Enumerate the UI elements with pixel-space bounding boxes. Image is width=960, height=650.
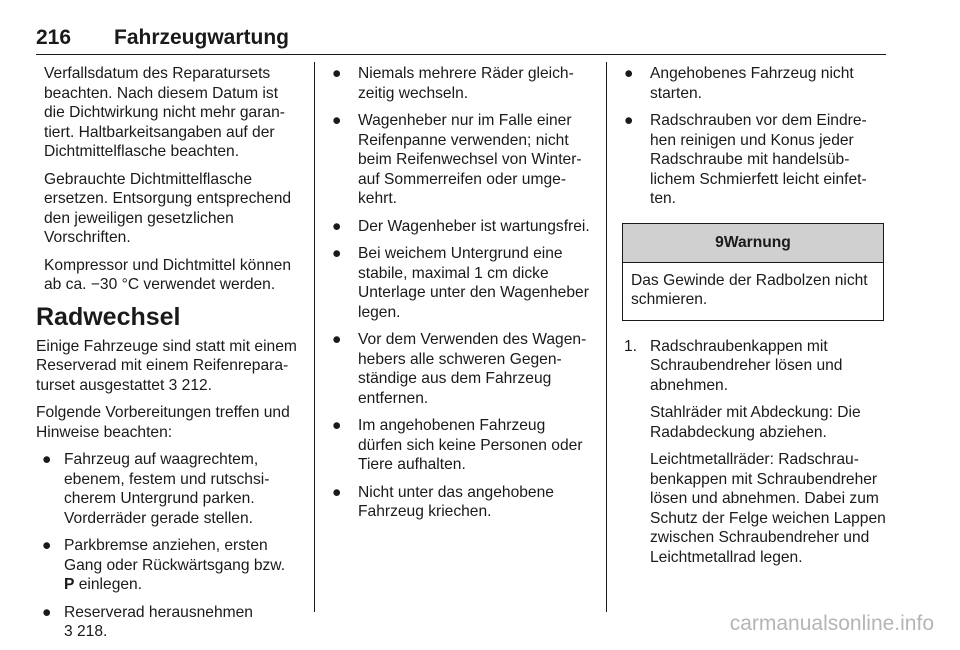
page-number: 216	[36, 26, 72, 49]
paragraph: Verfallsdatum des Reparatursets beachten. Nach diesem Datum ist die Dichtwirkung nicht mehr garantiert. Haltbarkeitsangaben auf der Dichtmittelflasche beachten.	[44, 65, 285, 160]
column-divider	[606, 62, 607, 612]
column-left	[36, 64, 298, 650]
list-item	[330, 330, 592, 408]
warning-box	[622, 223, 884, 321]
bullet-icon: ●	[42, 537, 52, 554]
list-item-text: einlegen.	[78, 576, 143, 593]
warning-triangle-icon: 9	[715, 233, 724, 251]
list-item	[36, 603, 298, 642]
paragraph: Gebrauchte Dichtmittelflasche ersetzen. Entsorgung entsprechend den jeweiligen gesetzlichen Vorschriften.	[44, 170, 292, 246]
page-reference: 3 212.	[168, 376, 212, 394]
list-item-text: Wagenheber nur im Falle einer Reifenpanne verwenden; nicht beim Reifenwechsel von Winter- auf Sommerreifen oder umgekehrt.	[358, 112, 582, 207]
list-item-text: Nicht unter das angehobene Fahrzeug kriechen.	[358, 483, 554, 520]
bullet-list	[622, 64, 886, 209]
bullet-icon: ●	[42, 451, 52, 468]
bullet-icon: ●	[332, 417, 342, 434]
bullet-icon: ●	[332, 483, 342, 501]
list-item-text: Radschrauben vor dem Eindrehen reinigen und Konus jeder Radschraube mit handelsüblichem Schmierfett leicht einfetten.	[650, 112, 867, 207]
list-item	[330, 64, 592, 103]
list-item-text: Niemals mehrere Räder gleichzeitig wechseln.	[358, 65, 574, 102]
list-item-text: Bei weichem Untergrund eine stabile, maximal 1 cm dicke Unterlage unter den Wagenheber legen.	[358, 245, 589, 321]
step-text: Radschraubenkappen mit Schraubendreher lösen und abnehmen.	[650, 337, 843, 394]
list-item-text: Parkbremse anziehen, ersten Gang oder Rückwärtsgang bzw.	[64, 537, 286, 574]
list-item	[624, 337, 886, 568]
column-right	[622, 64, 886, 575]
intro-text: Einige Fahrzeuge sind statt mit einem Reserverad mit einem Reifenreparaturset ausgestattet	[36, 337, 297, 394]
step-subtext: Stahlräder mit Abdeckung: Die Radabdeckung abziehen.	[650, 404, 861, 441]
list-item-text: Vor dem Verwenden des Wagenhebers alle schweren Gegenständige aus dem Fahrzeug entfernen.	[358, 331, 587, 407]
bullet-icon: ●	[624, 65, 634, 82]
page-header	[36, 26, 886, 55]
warning-title: Warnung	[723, 233, 791, 251]
step-subtext: Leichtmetallräder: Radschraubenkappen mit Schraubendreher lösen und abnehmen. Dabei zum Schutz der Felge weichen Lappen zwischen Schraubendreher und Leichtmetallrad legen.	[650, 451, 886, 566]
bullet-icon: ●	[332, 217, 342, 235]
list-item	[36, 450, 298, 528]
list-item-text: Im angehobenen Fahrzeug dürfen sich keine Personen oder Tiere aufhalten.	[358, 417, 583, 473]
chapter-title: Fahrzeugwartung	[114, 26, 290, 49]
list-item-text: Der Wagenheber ist wartungsfrei.	[358, 217, 590, 235]
step-number: 1.	[624, 337, 638, 355]
bullet-icon: ●	[332, 112, 342, 129]
gear-key: P	[64, 576, 75, 593]
list-item	[330, 483, 592, 522]
bullet-icon: ●	[42, 603, 52, 621]
bullet-icon: ●	[332, 331, 342, 348]
list-item	[330, 416, 592, 475]
paragraph	[36, 337, 298, 396]
list-item-text: Fahrzeug auf waagrechtem, ebenem, festem und rutschsicherem Untergrund parken. Vorderräder gerade stellen.	[64, 451, 270, 527]
list-item	[36, 536, 298, 595]
paragraph: Folgende Vorbereitungen treffen und Hinweise beachten:	[36, 404, 290, 441]
bullet-list	[36, 450, 298, 642]
page-reference: 3 218.	[64, 623, 108, 640]
bullet-list	[330, 64, 592, 522]
paragraph: Kompressor und Dichtmittel können ab ca. −30 °C verwendet werden.	[44, 256, 292, 293]
list-item	[330, 111, 592, 209]
column-middle	[330, 64, 592, 530]
column-divider	[314, 62, 315, 612]
list-item	[622, 111, 886, 209]
bullet-icon: ●	[624, 112, 634, 129]
list-item	[622, 64, 886, 103]
warning-header	[623, 224, 883, 263]
list-item	[330, 244, 592, 322]
list-item	[330, 217, 592, 237]
section-heading: Radwechsel	[36, 302, 181, 331]
numbered-list	[622, 337, 886, 568]
warning-text: Das Gewinde der Radbolzen nicht schmieren.	[631, 271, 868, 308]
list-item-text: Reserverad herausnehmen	[64, 603, 253, 621]
list-item-text: Angehobenes Fahrzeug nicht starten.	[650, 65, 854, 102]
bullet-icon: ●	[332, 245, 342, 262]
bullet-icon: ●	[332, 65, 342, 82]
watermark: carmanualsonline.info	[729, 612, 934, 635]
